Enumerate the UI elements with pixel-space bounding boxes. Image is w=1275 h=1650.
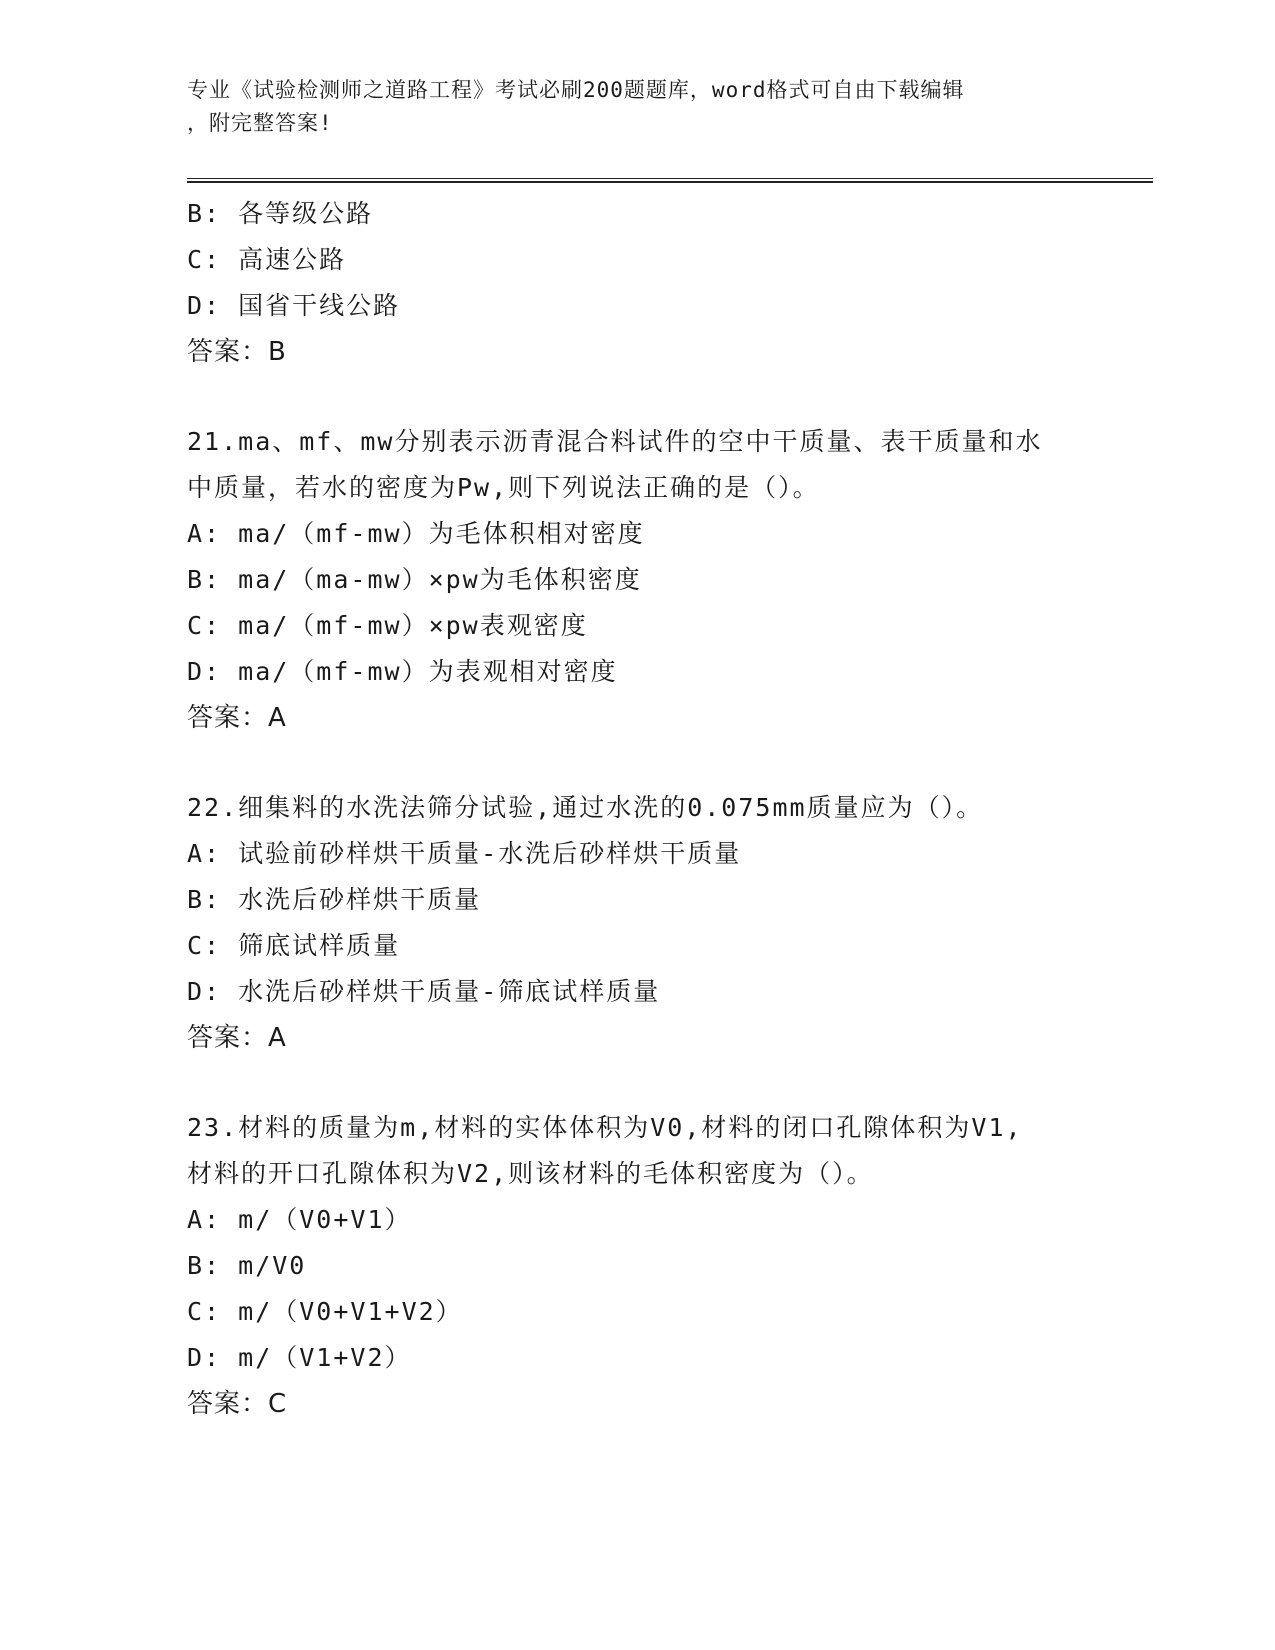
question-stem: 23.材料的质量为m,材料的实体体积为V0,材料的闭口孔隙体积为V1, <box>187 1113 1023 1142</box>
header-divider <box>187 178 1153 183</box>
option-b: B: 各等级公路 <box>187 199 374 228</box>
document-header <box>187 74 1087 140</box>
question-23 <box>187 1105 1107 1427</box>
question-21 <box>187 419 1107 741</box>
answer: 答案：B <box>187 337 287 367</box>
option-c: C: m/（V0+V1+V2） <box>187 1297 463 1326</box>
option-b: B: 水洗后砂样烘干质量 <box>187 885 482 914</box>
option-c: C: 筛底试样质量 <box>187 931 401 960</box>
answer: 答案：C <box>187 1389 288 1419</box>
answer: 答案：A <box>187 1023 287 1053</box>
option-b: B: m/V0 <box>187 1251 307 1280</box>
answer: 答案：A <box>187 703 287 733</box>
option-b: B: ma/（ma-mw）×pw为毛体积密度 <box>187 565 642 594</box>
option-a: A: 试验前砂样烘干质量-水洗后砂样烘干质量 <box>187 839 742 868</box>
option-d: D: ma/（mf-mw）为表观相对密度 <box>187 657 618 686</box>
option-d: D: 国省干线公路 <box>187 291 401 320</box>
question-stem: 材料的开口孔隙体积为V2,则该材料的毛体积密度为（）。 <box>187 1159 874 1188</box>
question-list <box>187 191 1107 1427</box>
header-line-1: 专业《试验检测师之道路工程》考试必刷200题题库，word格式可自由下载编辑 <box>187 78 965 102</box>
previous-question-tail <box>187 191 1107 375</box>
header-line-2: ，附完整答案! <box>187 111 333 135</box>
question-stem: 21.ma、mf、mw分别表示沥青混合料试件的空中干质量、表干质量和水 <box>187 427 1043 456</box>
option-d: D: m/（V1+V2） <box>187 1343 412 1372</box>
option-c: C: ma/（mf-mw）×pw表观密度 <box>187 611 588 640</box>
option-c: C: 高速公路 <box>187 245 347 274</box>
option-a: A: m/（V0+V1） <box>187 1205 412 1234</box>
question-stem: 中质量，若水的密度为Pw,则下列说法正确的是（）。 <box>187 473 820 502</box>
option-d: D: 水洗后砂样烘干质量-筛底试样质量 <box>187 977 661 1006</box>
option-a: A: ma/（mf-mw）为毛体积相对密度 <box>187 519 645 548</box>
question-22 <box>187 785 1107 1061</box>
question-stem: 22.细集料的水洗法筛分试验,通过水洗的0.075mm质量应为（）。 <box>187 793 984 822</box>
